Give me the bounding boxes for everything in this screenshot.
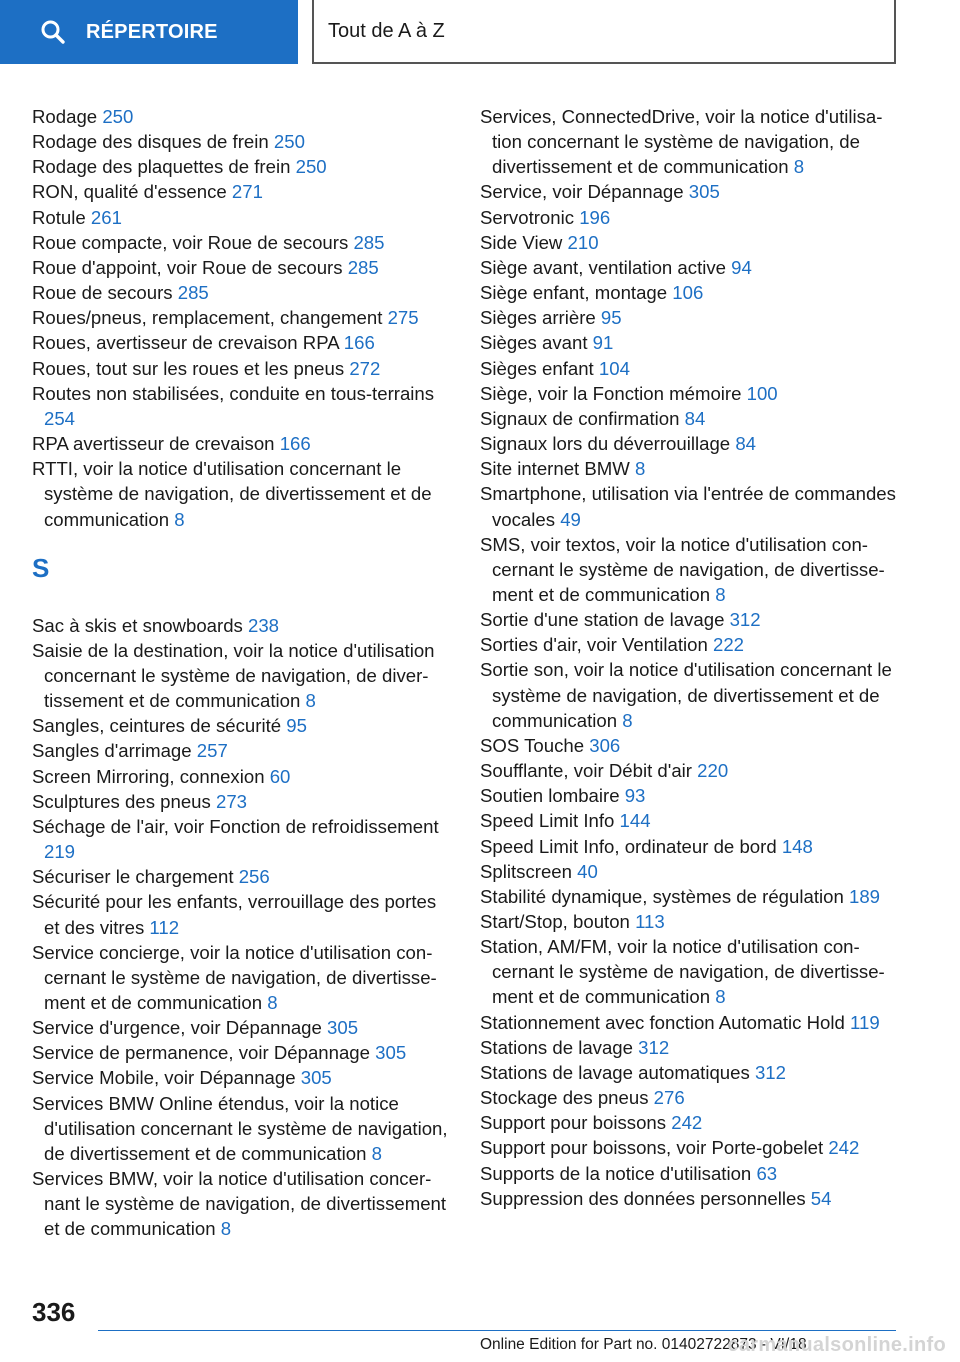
- index-entry-term: Routes non stabilisées, conduite en tous-terrains: [32, 382, 435, 404]
- index-entry-page-link[interactable]: 261: [90, 206, 122, 228]
- index-entry-term: Stations de lavage automatiques: [480, 1061, 755, 1083]
- index-entry-term: RTTI, voir la notice d'utilisation concernant le système de navigation, de divertissement et de communication: [32, 458, 432, 530]
- index-entry-term: Service d'urgence, voir Dépannage: [32, 1017, 328, 1039]
- index-entry-term: Signaux lors du déverrouillage: [480, 433, 736, 455]
- index-entry-term: Service Mobile, voir Dépannage: [32, 1067, 301, 1089]
- index-entry: [32, 1065, 452, 1090]
- index-entry-term: Roues, avertisseur de crevaison RPA: [32, 332, 344, 354]
- index-entry-term: Start/Stop, bouton: [480, 911, 636, 932]
- index-entry-term: Speed Limit Info, ordinateur de bord: [480, 835, 782, 857]
- index-entry: [480, 532, 900, 607]
- index-entry-term: Sortie d'une station de lavage: [480, 609, 730, 631]
- index-entry: [480, 205, 900, 230]
- index-entry: [32, 230, 452, 255]
- index-entry-page-link[interactable]: 250: [102, 106, 134, 127]
- index-entry: [32, 889, 452, 939]
- index-entry: [480, 1110, 900, 1135]
- index-entry-term: Services, ConnectedDrive, voir la notice d'utilisation concernant le système de navigation, de divertissement et de communication: [480, 106, 883, 178]
- index-entry: [32, 431, 452, 456]
- watermark-logo: carmanualsonline.info: [727, 1334, 946, 1356]
- index-entry-term: Screen Mirroring, connexion: [32, 765, 270, 787]
- index-entry: [32, 205, 452, 230]
- index-entry-page-link[interactable]: 242: [828, 1137, 860, 1159]
- index-entry: [32, 864, 452, 889]
- index-entry: [480, 280, 900, 305]
- index-entry: [32, 356, 452, 381]
- index-entry-term: Roue d'appoint, voir Roue de secours: [32, 256, 348, 278]
- index-entry: [32, 381, 452, 431]
- index-entry: [32, 638, 452, 713]
- index-entry: [480, 657, 900, 732]
- index-entry: [480, 230, 900, 255]
- index-entry-term: Roue de secours: [32, 282, 178, 304]
- index-entry-page-link[interactable]: 305: [375, 1042, 407, 1064]
- index-entry: [480, 356, 900, 381]
- top-navigation: [0, 0, 960, 66]
- index-entry-term: Sculptures des pneus: [32, 790, 216, 812]
- index-entry-page-link[interactable]: 40: [577, 860, 598, 882]
- index-entry-term: Support pour boissons, voir Porte-gobelet: [480, 1137, 829, 1159]
- index-entry: [480, 1135, 900, 1160]
- index-entry: [480, 607, 900, 632]
- index-entry-page-link[interactable]: 119: [850, 1011, 880, 1033]
- index-entry-term: Speed Limit Info: [480, 810, 620, 832]
- index-entry: [32, 305, 452, 330]
- index-entry: [480, 481, 900, 531]
- index-entry-term: RPA avertisseur de crevaison: [32, 433, 280, 455]
- index-entry-page-link[interactable]: 312: [638, 1036, 670, 1058]
- index-entry-page-link[interactable]: 93: [624, 785, 646, 807]
- index-entry-page-link[interactable]: 113: [635, 911, 665, 932]
- index-entry: [480, 1010, 900, 1035]
- index-entry-page-link[interactable]: 148: [781, 835, 813, 857]
- index-entry-term: Suppression des données personnelles: [480, 1187, 811, 1209]
- index-entry-page-link[interactable]: 254: [44, 407, 76, 429]
- index-entry-term: Support pour boissons: [480, 1112, 672, 1134]
- index-entry-term: Soutien lombaire: [480, 785, 625, 807]
- index-entry-page-link[interactable]: 312: [754, 1061, 786, 1083]
- index-entry-page-link[interactable]: 8: [793, 156, 805, 178]
- index-entry-term: Soufflante, voir Débit d'air: [480, 760, 698, 782]
- index-entry-page-link[interactable]: 84: [735, 433, 756, 455]
- index-entry-term: Sangles d'arrimage: [32, 740, 197, 762]
- index-entry-term: Signaux de confirmation: [480, 407, 685, 429]
- index-entry-page-link[interactable]: 8: [715, 986, 726, 1008]
- index-entry-page-link[interactable]: 94: [731, 256, 752, 278]
- index-entry: [480, 934, 900, 1009]
- index-entry-page-link[interactable]: 49: [560, 508, 581, 530]
- index-entry: [480, 255, 900, 280]
- footer-edition: Online Edition for Part no. 01402722873 - VI/18: [480, 1336, 807, 1353]
- index-entry: [480, 859, 900, 884]
- index-entry-page-link[interactable]: 60: [269, 765, 291, 787]
- index-entry-page-link[interactable]: 272: [349, 357, 381, 379]
- index-entry-page-link[interactable]: 8: [220, 1218, 232, 1240]
- index-entry-page-link[interactable]: 8: [305, 690, 316, 712]
- index-entry-term: Siège enfant, montage: [480, 282, 673, 304]
- tab-repertoire-label: RÉPERTOIRE: [86, 20, 218, 43]
- index-entry-page-link[interactable]: 220: [697, 760, 729, 782]
- index-entry-term: Station, AM/FM, voir la notice d'utilisation concernant le système de navigation, de divertissement et de communication: [480, 936, 885, 1008]
- page-number: 336: [32, 1297, 76, 1327]
- index-entry-page-link[interactable]: 166: [343, 332, 375, 354]
- index-entry-term: Servotronic: [480, 206, 580, 228]
- index-entry: [32, 1015, 452, 1040]
- index-entry: [32, 713, 452, 738]
- index-entry-page-link[interactable]: 8: [635, 458, 646, 480]
- index-entry-page-link[interactable]: 273: [216, 790, 248, 812]
- index-entry-term: Stationnement avec fonction Automatic Hold: [480, 1011, 851, 1033]
- index-entry-term: Stabilité dynamique, systèmes de régulation: [480, 885, 849, 907]
- tab-a-to-z[interactable]: [312, 0, 896, 64]
- index-entry: [32, 104, 452, 129]
- index-entry: [32, 1091, 452, 1166]
- index-entry-term: Séchage de l'air, voir Fonction de refroidissement: [32, 815, 439, 837]
- index-entry: [480, 431, 900, 456]
- index-entry-page-link[interactable]: 312: [729, 609, 761, 631]
- index-entry-term: Stockage des pneus: [480, 1087, 654, 1109]
- index-entry: [480, 1060, 900, 1085]
- index-entry-page-link[interactable]: 104: [598, 357, 630, 379]
- index-entry-term: Rotule: [32, 206, 91, 228]
- index-entry-page-link[interactable]: 196: [579, 206, 611, 228]
- index-entry-term: SOS Touche: [480, 734, 590, 756]
- index-entry-term: Sièges enfant: [480, 357, 599, 379]
- index-entry-term: Service de permanence, voir Dépannage: [32, 1042, 376, 1064]
- index-entry: [480, 909, 900, 934]
- index-entry-page-link[interactable]: 305: [300, 1067, 332, 1089]
- index-entry-term: Site internet BMW: [480, 458, 635, 480]
- index-entry: [32, 1166, 452, 1241]
- index-entry-page-link[interactable]: 106: [672, 282, 704, 304]
- index-entry-page-link[interactable]: 95: [286, 715, 307, 737]
- index-entry: [480, 758, 900, 783]
- index-entry-page-link[interactable]: 144: [619, 810, 651, 832]
- index-entry: [480, 305, 900, 330]
- index-entry-term: Rodage des plaquettes de frein: [32, 156, 296, 178]
- index-entry: [32, 940, 452, 1015]
- index-entry: [32, 814, 452, 864]
- index-entry-page-link[interactable]: 84: [684, 407, 706, 429]
- index-entry: [480, 1035, 900, 1060]
- index-entry: [32, 764, 452, 789]
- tab-a-to-z-label: Tout de A à Z: [328, 19, 445, 42]
- index-entry-term: Sécuriser le chargement: [32, 866, 239, 888]
- index-entry-page-link[interactable]: 256: [238, 866, 270, 888]
- index-entry-page-link[interactable]: 242: [671, 1112, 703, 1134]
- index-entry: [480, 456, 900, 481]
- tab-repertoire[interactable]: [0, 0, 298, 64]
- index-entry-page-link[interactable]: 8: [267, 992, 278, 1013]
- index-entry-page-link[interactable]: 189: [848, 885, 881, 907]
- index-entry: [480, 381, 900, 406]
- index-entry-page-link[interactable]: 8: [371, 1142, 382, 1164]
- magnifier-icon: [40, 19, 66, 45]
- index-entry: [32, 129, 452, 154]
- index-entry-term: Roue compacte, voir Roue de secours: [32, 231, 354, 253]
- index-entry-term: Siège avant, ventilation active: [480, 256, 732, 278]
- index-entry-page-link[interactable]: 54: [810, 1187, 832, 1209]
- index-entry-term: Sièges arrière: [480, 307, 601, 329]
- index-entry: [32, 613, 452, 638]
- index-entry-term: SMS, voir textos, voir la notice d'utilisation concernant le système de navigation, de divertissement et de communication: [480, 533, 885, 605]
- index-entry: [32, 255, 452, 280]
- index-entry-page-link[interactable]: 95: [600, 307, 622, 329]
- index-entry-page-link[interactable]: 276: [653, 1087, 685, 1109]
- index-entry: [480, 1161, 900, 1186]
- index-entry: [480, 330, 900, 355]
- index-entry: [32, 330, 452, 355]
- index-entry-term: Rodage: [32, 106, 103, 127]
- index-entry-term: Siège, voir la Fonction mémoire: [480, 382, 747, 404]
- index-entry-page-link[interactable]: 166: [279, 433, 311, 455]
- index-entry: [480, 632, 900, 657]
- index-entry: [480, 1085, 900, 1110]
- index-entry-page-link[interactable]: 112: [149, 916, 180, 938]
- index-entry: [32, 280, 452, 305]
- index-entry-term: Saisie de la destination, voir la notice d'utilisation concernant le système de navigation, de divertissement et de communication: [32, 639, 435, 712]
- index-entry-page-link[interactable]: 222: [713, 634, 745, 656]
- index-entry-term: Splitscreen: [480, 860, 578, 882]
- index-entry: [32, 179, 452, 204]
- index-entry-page-link[interactable]: 250: [295, 156, 327, 178]
- index-entry-page-link[interactable]: 219: [44, 841, 76, 863]
- index-entry: [480, 808, 900, 833]
- index-entry: [32, 154, 452, 179]
- index-entry-page-link[interactable]: 285: [177, 282, 209, 304]
- footer-divider: [98, 1330, 896, 1331]
- index-entry-page-link[interactable]: 257: [196, 740, 228, 762]
- index-entry-term: Side View: [480, 231, 568, 253]
- index-entry: [480, 733, 900, 758]
- index-entry-term: Services BMW Online étendus, voir la notice d'utilisation concernant le système de navigation, de divertissement et de communication: [32, 1092, 448, 1164]
- index-entry: [480, 406, 900, 431]
- index-entry-page-link[interactable]: 91: [592, 332, 614, 354]
- index-entry-page-link[interactable]: 8: [715, 583, 726, 605]
- index-entry-page-link[interactable]: 305: [327, 1017, 359, 1039]
- index-entry: [32, 1040, 452, 1065]
- index-entry: [480, 104, 900, 179]
- index-entry-page-link[interactable]: 63: [756, 1162, 778, 1184]
- index-entry: [480, 179, 900, 204]
- index-entry-term: Service, voir Dépannage: [480, 181, 689, 203]
- index-entry-term: Sortie son, voir la notice d'utilisation concernant le système de navigation, de divertissement et de communication: [480, 659, 892, 731]
- index-entry-page-link[interactable]: 285: [353, 231, 385, 253]
- index-entry: [480, 783, 900, 808]
- index-entry-term: Smartphone, utilisation via l'entrée de commandes vocales: [480, 483, 896, 530]
- index-entry-page-link[interactable]: 285: [347, 256, 379, 278]
- index-entry-page-link[interactable]: 305: [688, 181, 720, 203]
- index-entry-page-link[interactable]: 250: [273, 131, 305, 153]
- index-entry: [32, 456, 452, 531]
- index-entry-page-link[interactable]: 238: [248, 614, 280, 636]
- index-entry-term: Rodage des disques de frein: [32, 131, 274, 153]
- index-entry: [480, 884, 900, 909]
- index-entry-term: Sac à skis et snowboards: [32, 614, 248, 636]
- index-entry-term: Sécurité pour les enfants, verrouillage des portes et des vitres: [32, 891, 437, 938]
- index-entry-term: Services BMW, voir la notice d'utilisation concernant le système de navigation, de divertissement et de communication: [32, 1168, 447, 1240]
- index-entry: [480, 1186, 900, 1211]
- index-entry: [32, 789, 452, 814]
- index-entry-page-link[interactable]: 210: [567, 231, 599, 253]
- index-entry: [32, 738, 452, 763]
- index-entry-page-link[interactable]: 306: [589, 734, 621, 756]
- index-entry-term: Sangles, ceintures de sécurité: [32, 715, 287, 737]
- index-entry-term: Roues/pneus, remplacement, changement: [32, 307, 388, 329]
- index-entry-term: Stations de lavage: [480, 1036, 639, 1058]
- index-entry-term: Service concierge, voir la notice d'utilisation concernant le système de navigation, de divertissement et de communication: [32, 941, 437, 1013]
- index-entry-term: RON, qualité d'essence: [32, 181, 232, 203]
- index-entry-page-link[interactable]: 271: [231, 181, 263, 203]
- index-entry-term: Sièges avant: [480, 332, 593, 354]
- index-entry-page-link[interactable]: 8: [174, 508, 185, 530]
- index-column-right: [480, 104, 900, 1211]
- index-entry-page-link[interactable]: 8: [622, 709, 633, 731]
- index-entry: [480, 834, 900, 859]
- index-entry-term: Sorties d'air, voir Ventilation: [480, 634, 713, 656]
- section-letter: S: [32, 552, 50, 583]
- index-entry-page-link[interactable]: 275: [387, 307, 419, 329]
- index-entry-term: Roues, tout sur les roues et les pneus: [32, 357, 350, 379]
- index-entry-term: Supports de la notice d'utilisation: [480, 1162, 757, 1184]
- index-column-left: [32, 104, 452, 1242]
- index-entry-page-link[interactable]: 100: [746, 382, 778, 404]
